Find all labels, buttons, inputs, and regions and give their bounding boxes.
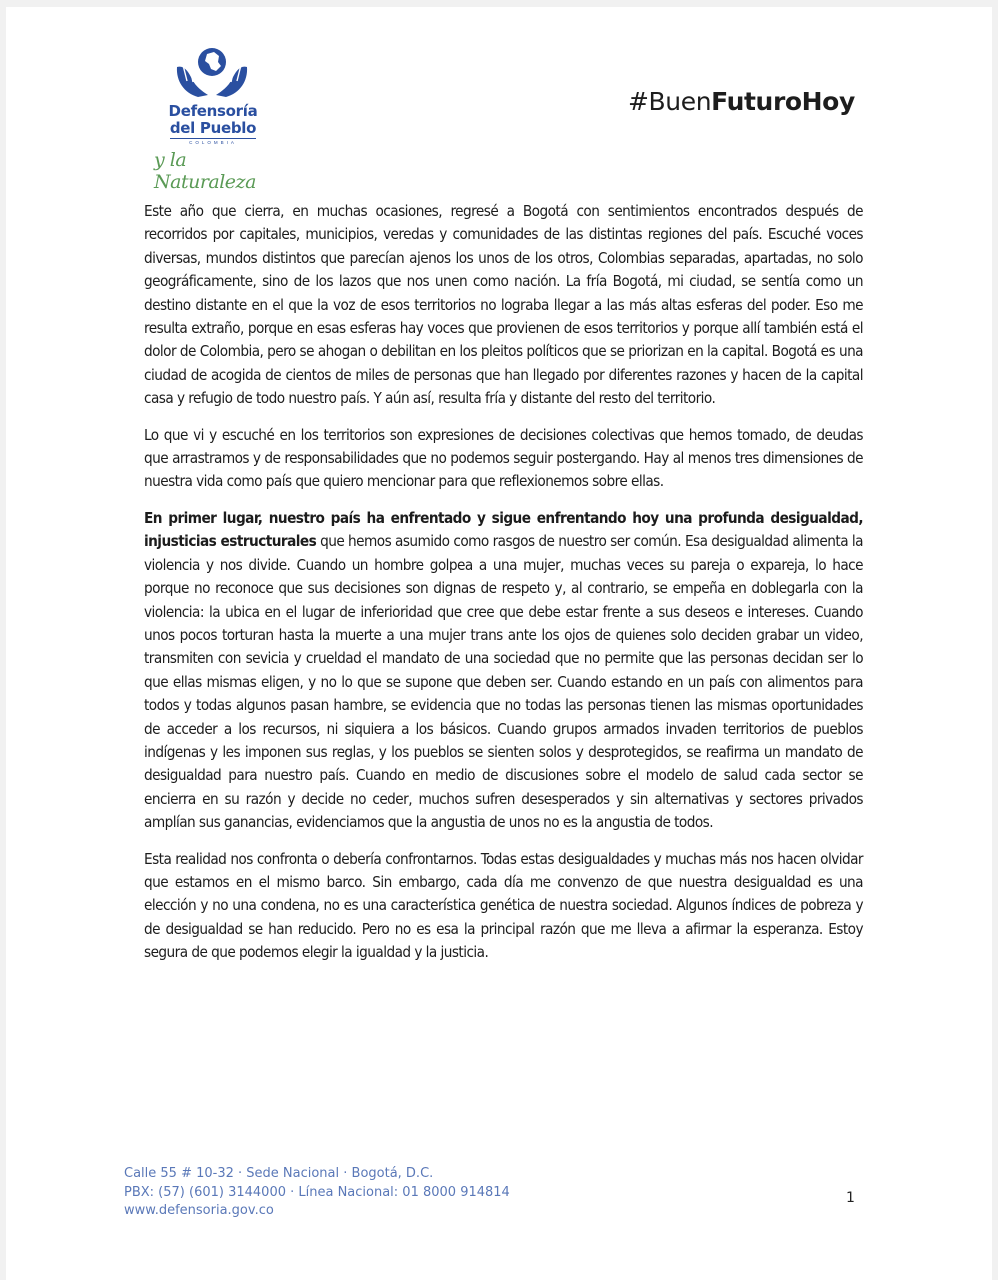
paragraph-text: Esta realidad nos confronta o debería confrontarnos. Todas estas desigualdades y muchas más nos hacen olvidar que estamos en el mismo barco. Sin embargo, cada día me convenzo de que nuestra desigualdad es una elección y no una condena, no es una característica genética de nuestra sociedad. Algunos índices de pobreza y de desigualdad se han reducido. Pero no es esa la principal razón que me lleva a afirmar la esperanza. Estoy segura de que podemos elegir la igualdad y la justicia. bbox=[144, 849, 863, 962]
letter-body bbox=[144, 200, 863, 978]
paragraph-text: Lo que vi y escuché en los territorios son expresiones de decisiones colectivas que hemos tomado, de deudas que arrastramos y de responsabilidades que no podemos seguir postergando. Hay al menos tres dimensiones de nuestra vida como país que quiero mencionar para que reflexionemos sobre ellas. bbox=[144, 425, 863, 491]
hands-globe-icon bbox=[174, 45, 250, 103]
document-page bbox=[6, 7, 992, 1280]
logo-name-line2: del Pueblo bbox=[169, 119, 257, 137]
logo-country: COLOMBIA bbox=[189, 140, 237, 145]
paragraph-bold-lead: En primer lugar, nuestro país ha enfrentado y sigue enfrentando hoy una profunda desigualdad, injusticias estructurales bbox=[144, 508, 863, 551]
logo-name-line1: Defensoría bbox=[168, 102, 258, 120]
footer-phone: PBX: (57) (601) 3144000 · Línea Nacional: 01 8000 914814 bbox=[124, 1184, 510, 1200]
paragraph-2 bbox=[144, 424, 863, 494]
logo-name bbox=[168, 103, 258, 139]
paragraph-1 bbox=[144, 200, 863, 411]
page-number: 1 bbox=[846, 1190, 855, 1206]
campaign-hashtag bbox=[628, 87, 855, 116]
paragraph-text: que hemos asumido como rasgos de nuestro ser común. Esa desigualdad alimenta la violencia y nos divide. Cuando un hombre golpea a una mujer, muchas veces su pareja o expareja, lo hace porque no reconoce que sus decisiones son dignas de respeto y, al contrario, se empeña en doblegarla con la violencia: la ubica en el lugar de inferioridad que cree que debe estar frente a sus deseos e intereses. Cuando unos pocos torturan hasta la muerte a una mujer trans ante los ojos de quienes solo deciden grabar un video, transmiten con sevicia y crueldad el mandato de una sociedad que no permite que las personas decidan ser lo que ellas mismas eligen, y no lo que se supone que deben ser. Cuando estando en un país con alimentos para todos y todas algunos pasan hambre, se evidencia que no todas las personas tienen las mismas oportunidades de acceder a los recursos, ni siquiera a los básicos. Cuando grupos armados invaden territorios de pueblos indígenas y les imponen sus reglas, y los pueblos se sienten solos y desprotegidos, se reafirma un mandato de desigualdad para nuestro país. Cuando en medio de discusiones sobre el modelo de salud cada sector se encierra en su razón y decide no ceder, muchos sufren desesperados y sin alternativas y sectores privados amplían sus ganancias, evidenciamos que la angustia de unos no es la angustia de todos. bbox=[144, 532, 863, 832]
hashtag-regular: #Buen bbox=[628, 87, 712, 116]
footer-contact bbox=[124, 1165, 510, 1221]
hashtag-bold: FuturoHoy bbox=[711, 87, 855, 116]
paragraph-text: Este año que cierra, en muchas ocasiones, regresé a Bogotá con sentimientos encontrados después de recorridos por capitales, municipios, veredas y comunidades de las distintas regiones del país. Escuché voces diversas, mundos distintos que parecían ajenos los unos de los otros, Colombias separadas, apartadas, no solo geográficamente, sino de los lazos que nos unen como nación. La fría Bogotá, mi ciudad, se sentía como un destino distante en el que la voz de esos territorios no lograba llegar a las más altas esferas del poder. Eso me resulta extraño, porque en esas esferas hay voces que provienen de esos territorios y porque allí también está el dolor de Colombia, pero se ahogan o debilitan en los pleitos políticos que se priorizan en la capital. Bogotá es una ciudad de acogida de cientos de miles de personas que han llegado por diferentes razones y hacen de la capital casa y refugio de todo nuestro país. Y aún así, resulta fría y distante del resto del territorio. bbox=[144, 202, 863, 408]
footer-website[interactable]: www.defensoria.gov.co bbox=[124, 1203, 274, 1218]
defensoria-logo bbox=[154, 45, 276, 193]
logo-tagline: y la Naturaleza bbox=[154, 149, 256, 193]
paragraph-4 bbox=[144, 848, 863, 965]
footer-address: Calle 55 # 10-32 · Sede Nacional · Bogotá, D.C. bbox=[124, 1166, 434, 1181]
paragraph-3 bbox=[144, 507, 863, 835]
